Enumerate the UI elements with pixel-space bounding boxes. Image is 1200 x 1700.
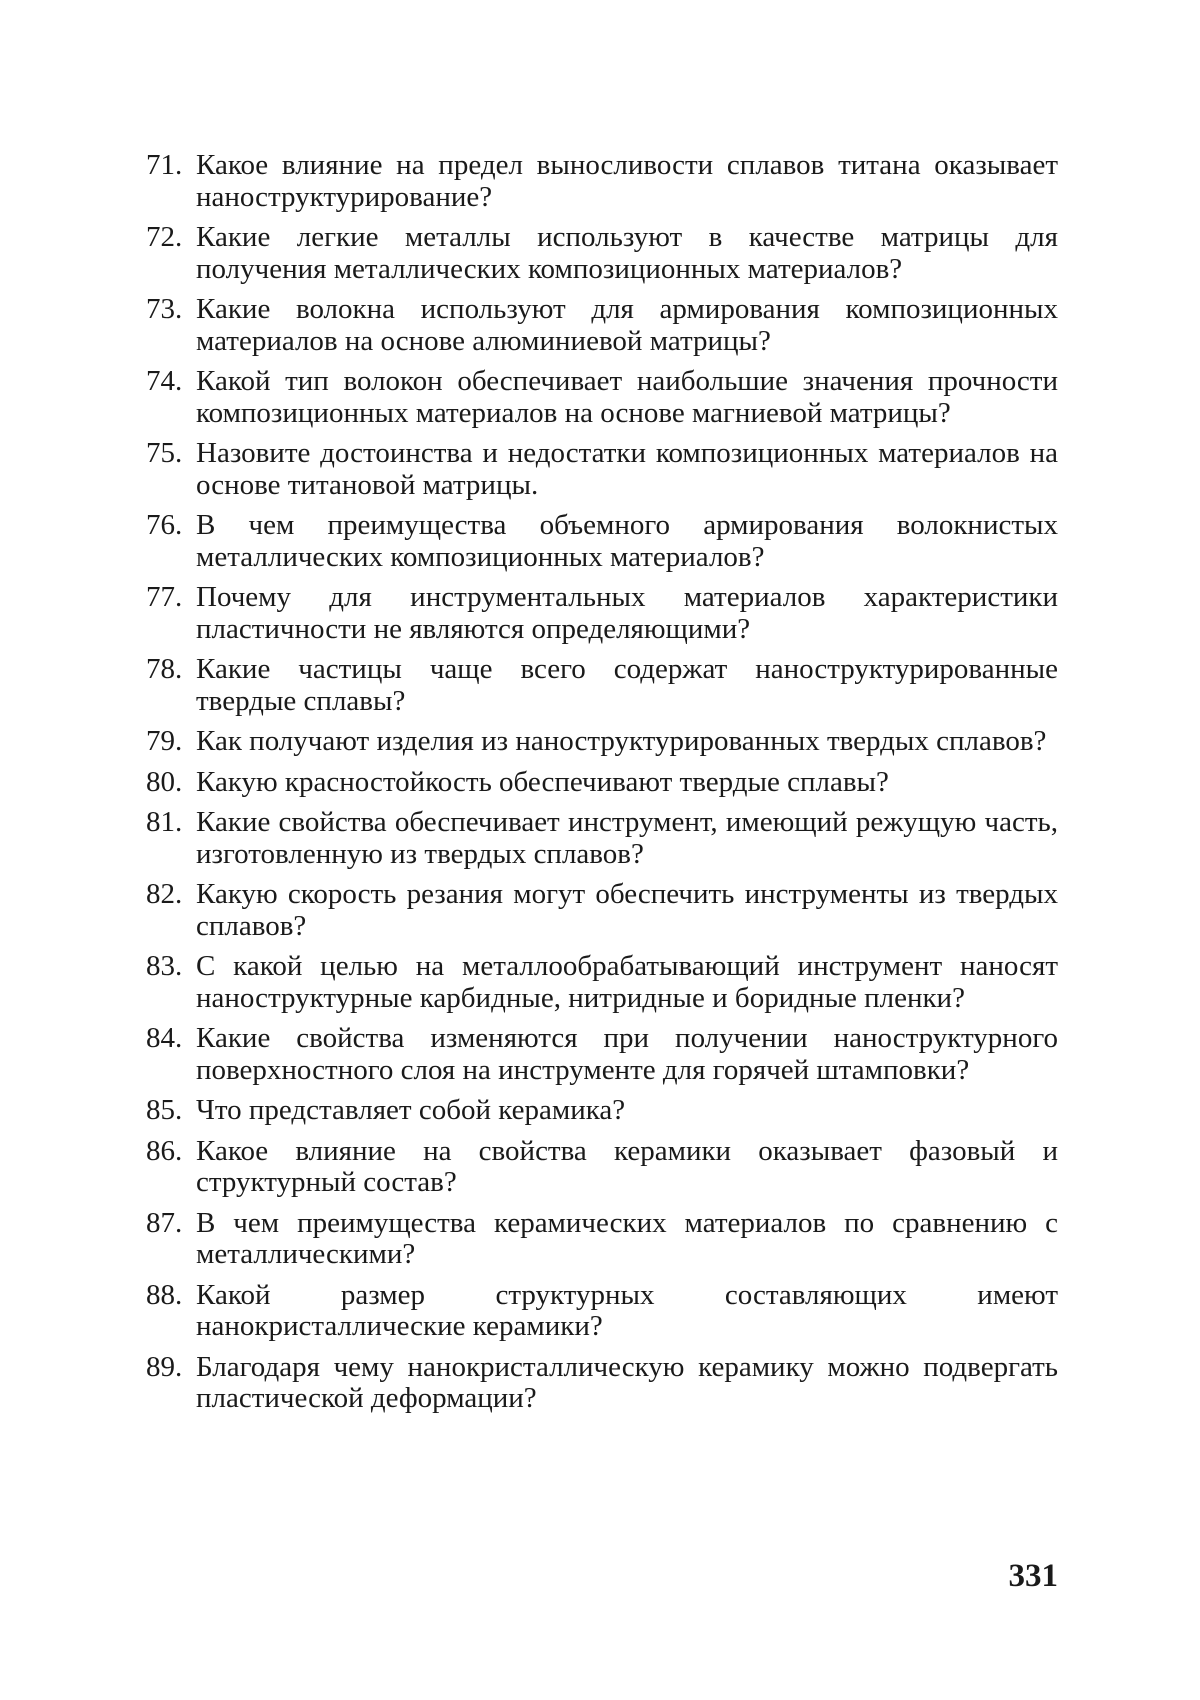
question-number: 87. [146, 1206, 183, 1239]
question-number: 73. [146, 293, 183, 325]
question-item [146, 582, 1058, 645]
question-item [146, 1352, 1058, 1415]
question-item [146, 294, 1058, 357]
question-text: С какой целью на металлообрабатывающий инструмент наносят наноструктурные карбидные, нитридные и боридные пленки? [196, 950, 1058, 1014]
question-number: 75. [146, 437, 183, 469]
question-item [146, 879, 1058, 942]
question-text: Какой размер структурных составляющих имеют нанокристаллические керамики? [196, 1278, 1058, 1342]
question-number: 88. [146, 1278, 183, 1311]
question-number: 81. [146, 806, 183, 838]
question-text: Какую красностойкость обеспечивают твердые сплавы? [196, 765, 889, 798]
question-item [146, 366, 1058, 429]
question-item [146, 438, 1058, 501]
question-text: В чем преимущества керамических материалов по сравнению с металлическими? [196, 1206, 1058, 1270]
page-body [146, 150, 1058, 1424]
question-item [146, 1208, 1058, 1271]
question-text: Назовите достоинства и недостатки композиционных материалов на основе титановой матрицы. [196, 437, 1058, 501]
question-text: Какие волокна используют для армирования композиционных материалов на основе алюминиевой матрицы? [196, 293, 1058, 357]
page-number: 331 [1008, 1558, 1058, 1594]
question-number: 85. [146, 1094, 183, 1126]
question-item [146, 1136, 1058, 1199]
question-text: В чем преимущества объемного армирования волокнистых металлических композиционных материалов? [196, 509, 1058, 573]
question-number: 79. [146, 725, 183, 757]
question-number: 83. [146, 950, 183, 982]
question-text: Что представляет собой керамика? [196, 1094, 626, 1126]
question-number: 84. [146, 1022, 183, 1054]
question-item [146, 150, 1058, 213]
question-number: 86. [146, 1134, 183, 1167]
question-text: Как получают изделия из наноструктурированных твердых сплавов? [196, 725, 1047, 757]
question-number: 71. [146, 149, 183, 181]
question-number: 72. [146, 221, 183, 253]
question-item [146, 1095, 1058, 1127]
question-number: 89. [146, 1350, 183, 1383]
question-item [146, 654, 1058, 717]
question-number: 77. [146, 581, 183, 613]
question-text: Какое влияние на предел выносливости сплавов титана оказывает наноструктурирование? [196, 149, 1058, 213]
question-item [146, 951, 1058, 1014]
question-item [146, 1023, 1058, 1086]
question-number: 74. [146, 365, 183, 397]
question-text: Какие свойства обеспечивает инструмент, имеющий режущую часть, изготовленную из твердых сплавов? [196, 806, 1058, 870]
question-item [146, 726, 1058, 758]
question-item [146, 510, 1058, 573]
question-number: 80. [146, 765, 183, 798]
question-item [146, 807, 1058, 870]
question-number: 82. [146, 878, 183, 910]
question-list [146, 150, 1058, 1415]
question-number: 76. [146, 509, 183, 541]
question-item [146, 767, 1058, 799]
question-text: Какой тип волокон обеспечивает наибольшие значения прочности композиционных материалов на основе магниевой матрицы? [196, 365, 1058, 429]
question-number: 78. [146, 653, 183, 685]
question-text: Какое влияние на свойства керамики оказывает фазовый и структурный состав? [196, 1134, 1058, 1198]
question-text: Благодаря чему нанокристаллическую керамику можно подвергать пластической деформации? [196, 1350, 1058, 1414]
question-text: Какие легкие металлы используют в качестве матрицы для получения металлических композиционных материалов? [196, 221, 1058, 285]
question-text: Какую скорость резания могут обеспечить инструменты из твердых сплавов? [196, 878, 1058, 942]
question-text: Какие свойства изменяются при получении наноструктурного поверхностного слоя на инструменте для горячей штамповки? [196, 1022, 1058, 1086]
question-item [146, 222, 1058, 285]
question-text: Почему для инструментальных материалов характеристики пластичности не являются определяющими? [196, 581, 1058, 645]
question-item [146, 1280, 1058, 1343]
question-text: Какие частицы чаще всего содержат наноструктурированные твердые сплавы? [196, 653, 1058, 717]
